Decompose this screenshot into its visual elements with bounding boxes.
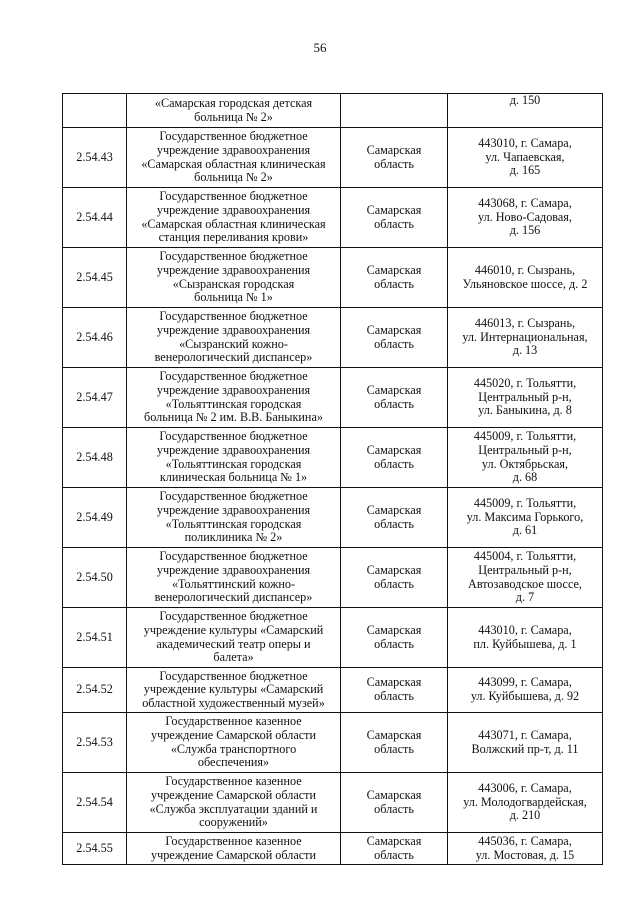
row-number: 2.54.49 [63,488,127,548]
row-number: 2.54.44 [63,188,127,248]
table-row [63,428,603,488]
row-number: 2.54.47 [63,368,127,428]
table-row [63,128,603,188]
page-number: 56 [313,40,327,55]
region: Самарская область [341,368,448,428]
region: Самарская область [341,248,448,308]
row-number: 2.54.52 [63,668,127,713]
region: Самарская область [341,668,448,713]
region: Самарская область [341,548,448,608]
institution-name: Государственное бюджетное учреждение здравоохранения «Тольяттинская городская больница № 2 им. В.В. Баныкина» [127,368,341,428]
institution-name: Государственное бюджетное учреждение здравоохранения «Самарская областная клиническая больница № 2» [127,128,341,188]
institution-name: Государственное бюджетное учреждение здравоохранения «Сызранская городская больница № 1» [127,248,341,308]
row-number: 2.54.55 [63,833,127,865]
row-number: 2.54.51 [63,608,127,668]
address: 443071, г. Самара, Волжский пр-т, д. 11 [448,713,603,773]
row-number: 2.54.48 [63,428,127,488]
region: Самарская область [341,488,448,548]
institution-name: Государственное бюджетное учреждение здравоохранения «Тольяттинская городская поликлиника № 2» [127,488,341,548]
institutions-table [62,93,603,865]
table-row [63,548,603,608]
table-row [63,608,603,668]
region: Самарская область [341,713,448,773]
institution-name: Государственное бюджетное учреждение культуры «Самарский областной художественный музей» [127,668,341,713]
table-row [63,248,603,308]
row-number: 2.54.54 [63,773,127,833]
row-number: 2.54.50 [63,548,127,608]
region: Самарская область [341,428,448,488]
row-number: 2.54.45 [63,248,127,308]
table-row [63,188,603,248]
institution-name: «Самарская городская детская больница № 2» [127,94,341,128]
address: 445020, г. Тольятти, Центральный р-н, ул. Баныкина, д. 8 [448,368,603,428]
institution-name: Государственное казенное учреждение Самарской области «Служба эксплуатации зданий и сооружений» [127,773,341,833]
table-row [63,668,603,713]
region: Самарская область [341,608,448,668]
table-row [63,773,603,833]
institution-name: Государственное бюджетное учреждение культуры «Самарский академический театр оперы и балета» [127,608,341,668]
table-row [63,308,603,368]
institution-name: Государственное бюджетное учреждение здравоохранения «Тольяттинский кожно- венерологический диспансер» [127,548,341,608]
address: д. 150 [448,94,603,128]
table-row [63,368,603,428]
institution-name: Государственное бюджетное учреждение здравоохранения «Тольяттинская городская клиническая больница № 1» [127,428,341,488]
address: 443068, г. Самара, ул. Ново-Садовая, д. 156 [448,188,603,248]
region: Самарская область [341,308,448,368]
institution-name: Государственное бюджетное учреждение здравоохранения «Сызранский кожно- венерологический диспансер» [127,308,341,368]
region [341,94,448,128]
address: 445009, г. Тольятти, ул. Максима Горького, д. 61 [448,488,603,548]
address: 445004, г. Тольятти, Центральный р-н, Автозаводское шоссе, д. 7 [448,548,603,608]
address: 445009, г. Тольятти, Центральный р-н, ул. Октябрьская, д. 68 [448,428,603,488]
row-number: 2.54.53 [63,713,127,773]
address: 443010, г. Самара, ул. Чапаевская, д. 165 [448,128,603,188]
region: Самарская область [341,773,448,833]
institution-name: Государственное казенное учреждение Самарской области [127,833,341,865]
region: Самарская область [341,833,448,865]
address: 446013, г. Сызрань, ул. Интернациональная, д. 13 [448,308,603,368]
address: 445036, г. Самара, ул. Мостовая, д. 15 [448,833,603,865]
region: Самарская область [341,188,448,248]
region: Самарская область [341,128,448,188]
table-row [63,94,603,128]
address: 443006, г. Самара, ул. Молодогвардейская, д. 210 [448,773,603,833]
table-row [63,833,603,865]
row-number: 2.54.46 [63,308,127,368]
row-number: 2.54.43 [63,128,127,188]
institution-name: Государственное бюджетное учреждение здравоохранения «Самарская областная клиническая станция переливания крови» [127,188,341,248]
institution-name: Государственное казенное учреждение Самарской области «Служба транспортного обеспечения» [127,713,341,773]
address: 443010, г. Самара, пл. Куйбышева, д. 1 [448,608,603,668]
row-number [63,94,127,128]
table-row [63,713,603,773]
address: 446010, г. Сызрань, Ульяновское шоссе, д. 2 [448,248,603,308]
table-row [63,488,603,548]
address: 443099, г. Самара, ул. Куйбышева, д. 92 [448,668,603,713]
